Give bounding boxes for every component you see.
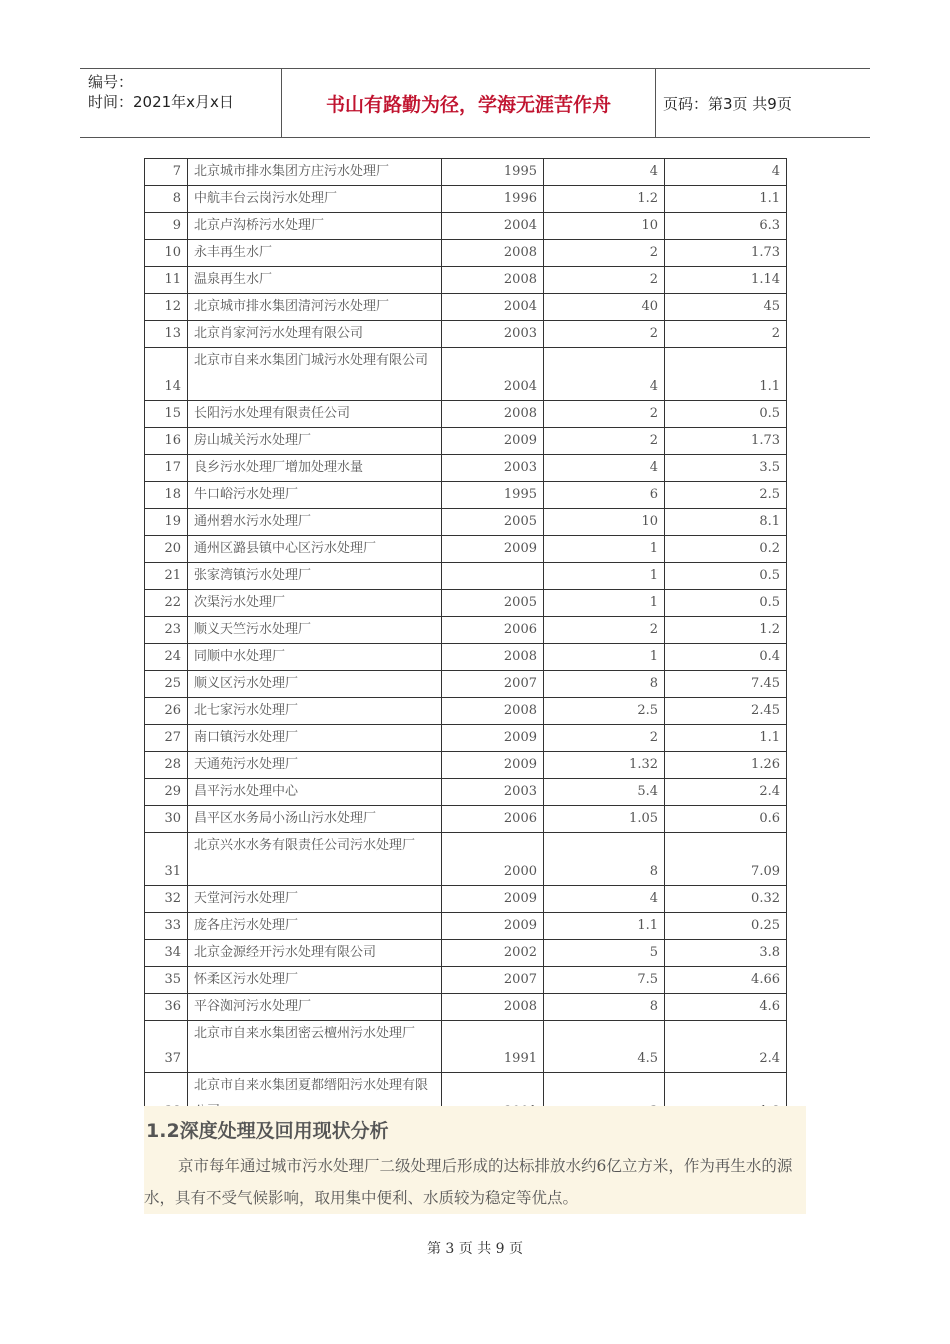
capacity-cell: 4 [544,885,665,912]
plant-name-cell: 房山城关污水处理厂 [188,427,442,454]
section-block [144,1106,806,1214]
capacity-cell: 1 [544,589,665,616]
year-cell: 2009 [442,885,544,912]
row-index-cell: 23 [145,616,188,643]
volume-cell: 0.5 [665,400,787,427]
plant-name-cell: 同顺中水处理厂 [188,643,442,670]
capacity-cell: 8 [544,670,665,697]
volume-cell: 0.32 [665,885,787,912]
table-row [145,724,787,751]
page-footer: 第 3 页 共 9 页 [426,1241,524,1257]
year-cell [442,562,544,589]
table-row [145,616,787,643]
capacity-cell: 4.5 [544,1020,665,1073]
table-row [145,805,787,832]
row-index-cell: 10 [145,240,188,267]
capacity-cell: 8 [544,993,665,1020]
capacity-cell: 2 [544,427,665,454]
year-cell: 2004 [442,348,544,401]
volume-cell: 2.4 [665,1020,787,1073]
row-index-cell: 8 [145,186,188,213]
plant-name-cell: 张家湾镇污水处理厂 [188,562,442,589]
plant-name-cell: 昌平污水处理中心 [188,778,442,805]
year-cell: 1995 [442,159,544,186]
volume-cell: 4.66 [665,966,787,993]
capacity-cell: 6 [544,481,665,508]
table-row [145,1020,787,1073]
row-index-cell: 37 [145,1020,188,1073]
volume-cell: 2.45 [665,697,787,724]
plant-name-cell: 通州区潞县镇中心区污水处理厂 [188,535,442,562]
volume-cell: 6.3 [665,213,787,240]
year-cell: 2008 [442,697,544,724]
capacity-cell: 7.5 [544,966,665,993]
header-motto: 书山有路勤为径，学海无涯苦作舟 [281,69,656,137]
section-paragraph: 京市每年通过城市污水处理厂二级处理后形成的达标排放水约6亿立方米，作为再生水的源水，具有不受气候影响，取用集中便利、水质较为稳定等优点。 [144,1157,793,1207]
table-row [145,885,787,912]
row-index-cell: 17 [145,454,188,481]
capacity-cell: 5.4 [544,778,665,805]
time-label: 时间：2021年x月x日 [88,93,234,111]
row-index-cell: 35 [145,966,188,993]
row-index-cell: 30 [145,805,188,832]
number-label: 编号： [88,73,134,91]
plant-name-cell: 顺义天竺污水处理厂 [188,616,442,643]
row-index-cell: 26 [145,697,188,724]
year-cell: 2009 [442,427,544,454]
capacity-cell: 2 [544,616,665,643]
year-cell: 2005 [442,508,544,535]
year-cell: 1995 [442,481,544,508]
plant-name-cell: 牛口峪污水处理厂 [188,481,442,508]
row-index-cell: 14 [145,348,188,401]
plant-name-cell: 良乡污水处理厂增加处理水量 [188,454,442,481]
year-cell: 1996 [442,186,544,213]
table-row [145,427,787,454]
capacity-cell: 2.5 [544,697,665,724]
table-row [145,535,787,562]
table-row [145,508,787,535]
volume-cell: 7.45 [665,670,787,697]
capacity-cell: 10 [544,213,665,240]
volume-cell: 0.5 [665,589,787,616]
plant-name-cell: 天堂河污水处理厂 [188,885,442,912]
year-cell: 2002 [442,939,544,966]
table-row [145,186,787,213]
row-index-cell: 32 [145,885,188,912]
year-cell: 2008 [442,400,544,427]
plant-name-cell: 怀柔区污水处理厂 [188,966,442,993]
table-row [145,321,787,348]
capacity-cell: 1.05 [544,805,665,832]
row-index-cell: 31 [145,832,188,885]
row-index-cell: 9 [145,213,188,240]
year-cell: 2009 [442,751,544,778]
volume-cell: 1.2 [665,616,787,643]
year-cell: 2000 [442,832,544,885]
table-row [145,159,787,186]
row-index-cell: 27 [145,724,188,751]
year-cell: 2007 [442,670,544,697]
table-row [145,670,787,697]
table-row [145,643,787,670]
year-cell: 2009 [442,724,544,751]
volume-cell: 0.25 [665,912,787,939]
table-body [145,159,787,1126]
table-row [145,294,787,321]
volume-cell: 8.1 [665,508,787,535]
table-row [145,778,787,805]
row-index-cell: 7 [145,159,188,186]
table-row [145,589,787,616]
plant-name-cell: 中航丰台云岗污水处理厂 [188,186,442,213]
table-row [145,832,787,885]
plant-name-cell: 北京兴水水务有限责任公司污水处理厂 [188,832,442,885]
year-cell: 2008 [442,267,544,294]
row-index-cell: 24 [145,643,188,670]
capacity-cell: 2 [544,267,665,294]
year-cell: 2005 [442,589,544,616]
header-meta [80,69,280,137]
row-index-cell: 29 [145,778,188,805]
year-cell: 1991 [442,1020,544,1073]
capacity-cell: 5 [544,939,665,966]
volume-cell: 2.4 [665,778,787,805]
plant-name-cell: 北京肖家河污水处理有限公司 [188,321,442,348]
year-cell: 2004 [442,213,544,240]
capacity-cell: 1.32 [544,751,665,778]
year-cell: 2008 [442,643,544,670]
plant-name-cell: 北京市自来水集团夏都缙阳污水处理有限 [188,1073,442,1126]
volume-cell: 2.5 [665,481,787,508]
volume-cell: 0.2 [665,535,787,562]
plant-name-cell: 天通苑污水处理厂 [188,751,442,778]
year-cell: 2003 [442,778,544,805]
row-index-cell: 18 [145,481,188,508]
year-cell: 2009 [442,912,544,939]
capacity-cell: 1 [544,562,665,589]
volume-cell: 1.1 [665,348,787,401]
plant-name-cell: 平谷洳河污水处理厂 [188,993,442,1020]
table-row [145,348,787,401]
volume-cell: 2 [665,321,787,348]
year-cell: 2009 [442,535,544,562]
table-row [145,751,787,778]
row-index-cell: 33 [145,912,188,939]
table-row [145,400,787,427]
plant-name-cell: 北京市自来水集团密云檀州污水处理厂 [188,1020,442,1073]
plant-name-cell: 北京金源经开污水处理有限公司 [188,939,442,966]
table-row [145,481,787,508]
table-row [145,697,787,724]
plant-name-cell: 通州碧水污水处理厂 [188,508,442,535]
volume-cell: 0.6 [665,805,787,832]
plant-name-cell: 顺义区污水处理厂 [188,670,442,697]
volume-cell: 45 [665,294,787,321]
volume-cell: 1.1 [665,724,787,751]
row-index-cell: 13 [145,321,188,348]
plant-name-cell: 北京卢沟桥污水处理厂 [188,213,442,240]
header-page-info: 页码：第3页 共9页 [663,94,792,113]
row-index-cell: 11 [145,267,188,294]
year-cell: 2006 [442,616,544,643]
plant-name-cell: 北京城市排水集团方庄污水处理厂 [188,159,442,186]
volume-cell: 1.14 [665,267,787,294]
capacity-cell: 4 [544,454,665,481]
year-cell: 2007 [442,966,544,993]
row-index-cell: 15 [145,400,188,427]
plant-name-cell: 永丰再生水厂 [188,240,442,267]
capacity-cell: 2 [544,321,665,348]
row-index-cell: 34 [145,939,188,966]
year-cell: 2004 [442,294,544,321]
capacity-cell: 4 [544,159,665,186]
row-index-cell: 19 [145,508,188,535]
table-row [145,562,787,589]
table-row [145,966,787,993]
row-index-cell: 36 [145,993,188,1020]
table-row [145,939,787,966]
volume-cell: 1.73 [665,427,787,454]
capacity-cell: 40 [544,294,665,321]
volume-cell: 4 [665,159,787,186]
row-index-cell: 12 [145,294,188,321]
capacity-cell: 2 [544,724,665,751]
capacity-cell: 2 [544,240,665,267]
capacity-cell: 4 [544,348,665,401]
volume-cell: 1.26 [665,751,787,778]
year-cell: 2003 [442,321,544,348]
table-row [145,912,787,939]
volume-cell: 0.5 [665,562,787,589]
row-index-cell: 16 [145,427,188,454]
section-title: 1.2深度处理及回用现状分析 [146,1120,389,1142]
capacity-cell: 1.2 [544,186,665,213]
table-row [145,267,787,294]
table-row [145,993,787,1020]
volume-cell: 1.73 [665,240,787,267]
capacity-cell: 8 [544,832,665,885]
capacity-cell: 1 [544,535,665,562]
plant-name-cell: 北七家污水处理厂 [188,697,442,724]
volume-cell: 3.8 [665,939,787,966]
year-cell: 2008 [442,240,544,267]
plant-name-cell: 昌平区水务局小汤山污水处理厂 [188,805,442,832]
capacity-cell: 1.1 [544,912,665,939]
plant-name-cell: 长阳污水处理有限责任公司 [188,400,442,427]
row-index-cell: 20 [145,535,188,562]
plant-name-cell: 温泉再生水厂 [188,267,442,294]
plant-name-cell: 庞各庄污水处理厂 [188,912,442,939]
sewage-plant-table [144,158,787,1126]
table-row [145,240,787,267]
year-cell: 2008 [442,993,544,1020]
plant-name-cell: 次渠污水处理厂 [188,589,442,616]
capacity-cell: 2 [544,400,665,427]
year-cell: 2006 [442,805,544,832]
volume-cell: 0.4 [665,643,787,670]
plant-name-cell: 北京城市排水集团清河污水处理厂 [188,294,442,321]
capacity-cell: 10 [544,508,665,535]
row-index-cell: 25 [145,670,188,697]
row-index-cell: 21 [145,562,188,589]
volume-cell: 7.09 [665,832,787,885]
year-cell: 2003 [442,454,544,481]
capacity-cell: 1 [544,643,665,670]
volume-cell: 4.6 [665,993,787,1020]
row-index-cell: 22 [145,589,188,616]
plant-name-cell: 南口镇污水处理厂 [188,724,442,751]
table-row [145,213,787,240]
volume-cell: 3.5 [665,454,787,481]
table-row [145,454,787,481]
row-index-cell: 28 [145,751,188,778]
volume-cell: 1.1 [665,186,787,213]
plant-name-cell: 北京市自来水集团门城污水处理有限公司 [188,348,442,401]
page-header [80,68,870,138]
